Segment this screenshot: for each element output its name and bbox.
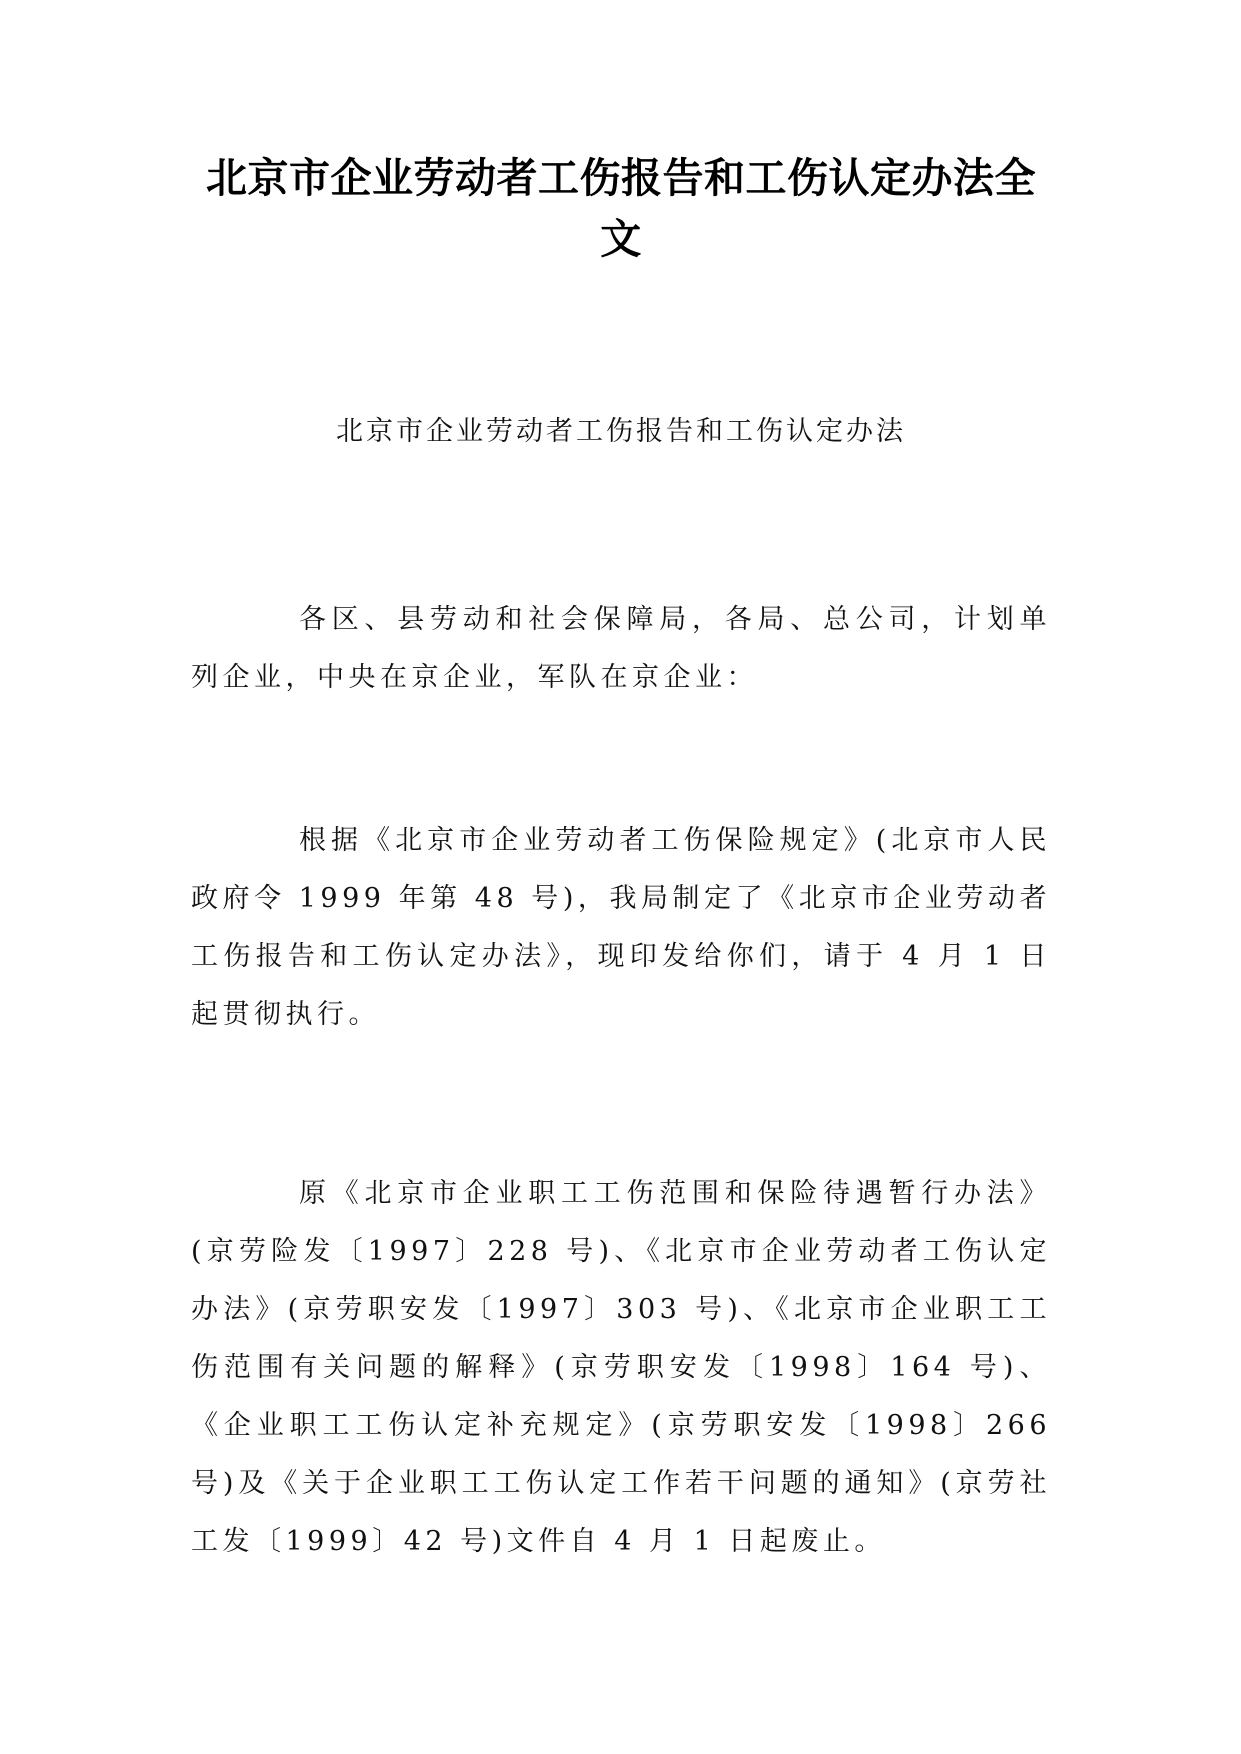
document-title: 北京市企业劳动者工伤报告和工伤认定办法全文: [206, 154, 1036, 263]
document-subtitle: 北京市企业劳动者工伤报告和工伤认定办法: [336, 416, 906, 447]
addressee-paragraph: 各区、县劳动和社会保障局，各局、总公司，计划单列企业，中央在京企业，军队在京企业：: [191, 604, 1051, 693]
notice-paragraph: 根据《北京市企业劳动者工伤保险规定》(北京市人民政府令 1999 年第 48 号)，我局制定了《北京市企业劳动者工伤报告和工伤认定办法》，现印发给你们，请于 4 月 1 日起贯彻执行。: [191, 825, 1051, 1030]
repeal-paragraph: 原《北京市企业职工工伤范围和保险待遇暂行办法》(京劳险发〔1997〕228 号)、《北京市企业劳动者工伤认定办法》(京劳职安发〔1997〕303 号)、《北京市企业职工工伤范围有关问题的解释》(京劳职安发〔1998〕164 号)、《企业职工工伤认定补充规定》(京劳职安发〔1998〕266 号)及《关于企业职工工伤认定工作若干问题的通知》(京劳社工发〔1999〕42 号)文件自 4 月 1 日起废止。: [191, 1178, 1051, 1557]
